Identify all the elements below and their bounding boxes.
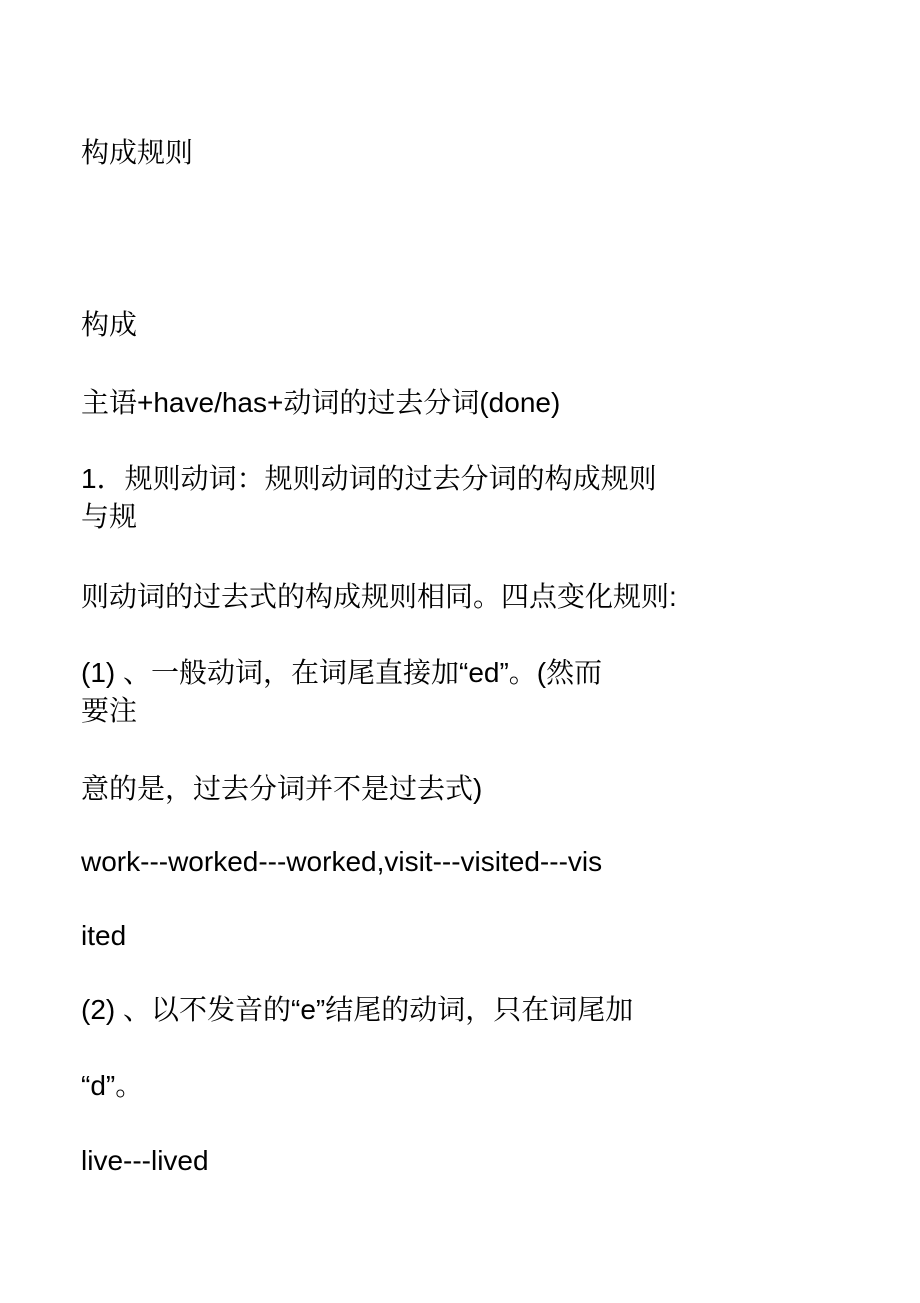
rule-1-item-1-line-3: 意的是，过去分词并不是过去式) <box>81 773 483 804</box>
rule-1-item-2-line-2: “d”。 <box>81 1070 144 1101</box>
rule-1-line-2: 与规 <box>81 501 138 532</box>
example-line-1: work---worked---worked,visit---visited---vis <box>81 846 603 877</box>
section-title-formation: 构成 <box>81 309 138 340</box>
rule-1-line-3: 则动词的过去式的构成规则相同。四点变化规则: <box>81 581 677 612</box>
rule-1-item-2-line-1: (2) 、以不发音的“e”结尾的动词，只在词尾加 <box>81 994 634 1025</box>
formula-line: 主语+have/has+动词的过去分词(done) <box>81 387 561 418</box>
heading-formation-rules: 构成规则 <box>81 137 194 168</box>
rule-1-item-1-line-1: (1) 、一般动词，在词尾直接加“ed”。(然而 <box>81 657 603 688</box>
example-line-3: live---lived <box>81 1145 209 1176</box>
rule-1-item-1-line-2: 要注 <box>81 695 138 726</box>
rule-1-line-1: 1．规则动词：规则动词的过去分词的构成规则 <box>81 463 657 494</box>
example-line-2: ited <box>81 920 127 951</box>
